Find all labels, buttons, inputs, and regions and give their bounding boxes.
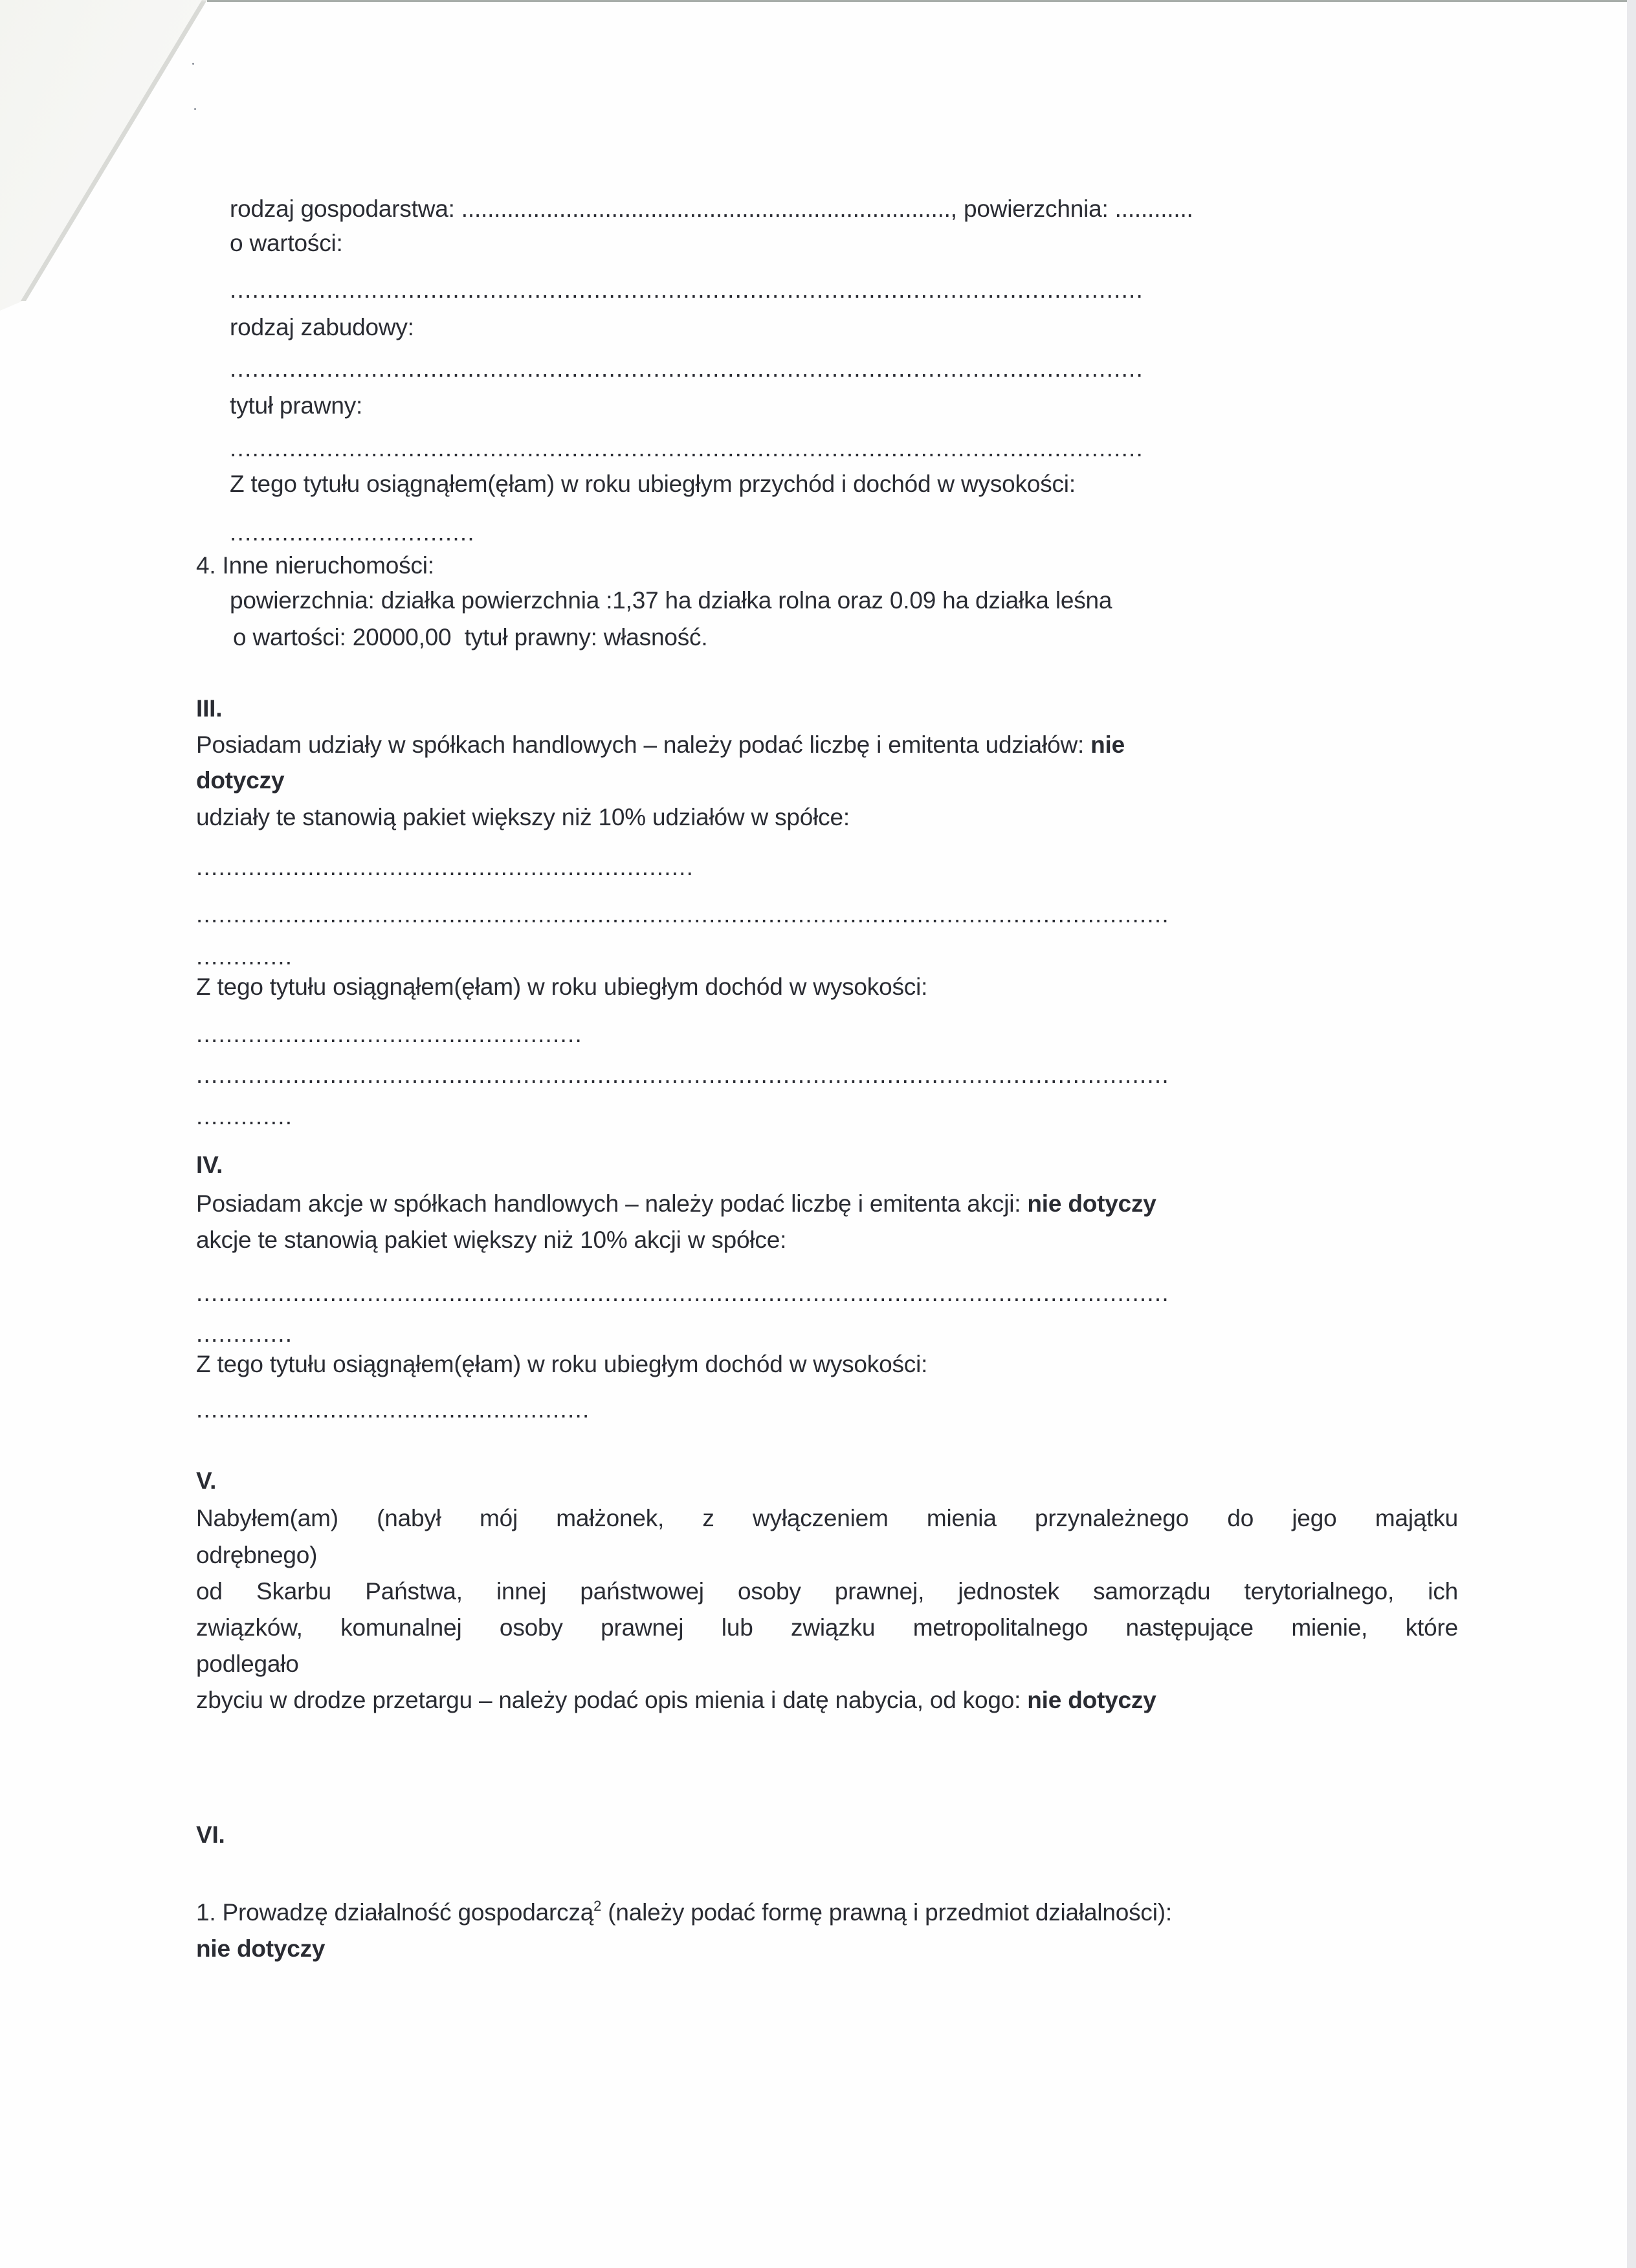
stocks-statement-text: Posiadam akcje w spółkach handlowych – należy podać liczbę i emitenta akcji: — [196, 1190, 1028, 1217]
stocks-answer: nie dotyczy — [1027, 1190, 1156, 1217]
area-label: powierzchnia: — [963, 195, 1115, 222]
area-blank: ............ — [1114, 195, 1193, 222]
shares-10-percent-blank-1: ................................................................... — [196, 854, 694, 880]
shares-income-label: Z tego tytułu osiągnąłem(ęłam) w roku ubiegłym dochód w wysokości: — [196, 973, 928, 1000]
other-property-area: powierzchnia: działka powierzchnia :1,37 ha działka rolna oraz 0.09 ha działka leśna — [230, 587, 1112, 614]
section-iv-heading: IV. — [196, 1151, 223, 1178]
business-activity-instruction: (należy podać formę prawną i przedmiot działalności): — [601, 1899, 1172, 1926]
legal-title-label: tytuł prawny: — [230, 392, 363, 419]
stocks-10-percent-blank-2: ............. — [196, 1320, 293, 1347]
shares-10-percent-blank-2: ................................................................................................................................... — [196, 901, 1169, 928]
value-blank: ........................................................................................................................... — [230, 276, 1144, 303]
farm-type-label: rodzaj gospodarstwa: — [230, 195, 461, 222]
other-property-heading: 4. Inne nieruchomości: — [196, 552, 434, 579]
stocks-income-blank: ..................................................... — [196, 1396, 590, 1423]
other-property-value-title: o wartości: 20000,00 tytuł prawny: własność. — [233, 624, 708, 650]
scan-right-border — [1627, 0, 1636, 2268]
shares-answer: nie — [1090, 731, 1125, 758]
shares-10-percent-blank-3: ............. — [196, 943, 293, 970]
shares-statement-text: Posiadam udziały w spółkach handlowych – należy podać liczbę i emitenta udziałów: — [196, 731, 1091, 758]
acquisition-answer: nie dotyczy — [1027, 1687, 1156, 1713]
business-activity-item — [196, 1898, 1172, 1928]
farm-income-label: Z tego tytułu osiągnąłem(ęłam) w roku ubiegłym przychód i dochód w wysokości: — [230, 471, 1076, 497]
scan-top-border — [207, 0, 1627, 2]
section-v-heading: V. — [196, 1467, 217, 1494]
farm-income-blank: ................................. — [230, 519, 475, 546]
scan-speck — [192, 63, 194, 65]
shares-income-blank-2: ................................................................................................................................... — [196, 1062, 1169, 1088]
section-v-line-4: związków, komunalnej osoby prawnej lub związku metropolitalnego następujące mienie, które — [196, 1614, 1458, 1641]
section-iii-statement — [196, 730, 1125, 760]
stocks-10-percent-label: akcje te stanowią pakiet większy niż 10% akcji w spółce: — [196, 1227, 787, 1253]
legal-title-blank: ........................................................................................................................... — [230, 435, 1144, 461]
acquisition-statement-text: zbyciu w drodze przetargu – należy podać opis mienia i datę nabycia, od kogo: — [196, 1687, 1028, 1713]
section-iv-statement — [196, 1189, 1156, 1219]
section-v-line-1: Nabyłem(am) (nabył mój małżonek, z wyłączeniem mienia przynależnego do jego majątku — [196, 1505, 1458, 1531]
section-iii-answer-continued: dotyczy — [196, 767, 285, 794]
section-v-line-2: odrębnego) — [196, 1542, 318, 1568]
footnote-marker: 2 — [593, 1898, 602, 1914]
farm-type-blank: ..........................................................................., — [461, 195, 964, 222]
business-activity-text: 1. Prowadzę działalność gospodarczą — [196, 1899, 594, 1926]
shares-income-blank-3: ............. — [196, 1103, 293, 1129]
section-iii-heading: III. — [196, 695, 223, 722]
farm-type-line — [230, 194, 1193, 224]
shares-income-blank-1: .................................................... — [196, 1021, 582, 1047]
value-label: o wartości: — [230, 230, 343, 256]
section-v-line-5: podlegało — [196, 1651, 299, 1677]
stocks-income-label: Z tego tytułu osiągnąłem(ęłam) w roku ubiegłym dochód w wysokości: — [196, 1351, 928, 1377]
scan-speck — [194, 108, 196, 110]
business-activity-answer: nie dotyczy — [196, 1935, 326, 1962]
stocks-10-percent-blank-1: ................................................................................................................................... — [196, 1280, 1169, 1306]
section-vi-heading: VI. — [196, 1821, 225, 1848]
folded-corner-shadow — [0, 0, 214, 311]
shares-10-percent-label: udziały te stanowią pakiet większy niż 10% udziałów w spółce: — [196, 804, 850, 830]
section-v-line-6 — [196, 1685, 1156, 1715]
section-v-line-3: od Skarbu Państwa, innej państwowej osoby prawnej, jednostek samorządu terytorialnego, ich — [196, 1578, 1458, 1605]
building-type-label: rodzaj zabudowy: — [230, 314, 414, 340]
building-type-blank: ........................................................................................................................... — [230, 355, 1144, 382]
